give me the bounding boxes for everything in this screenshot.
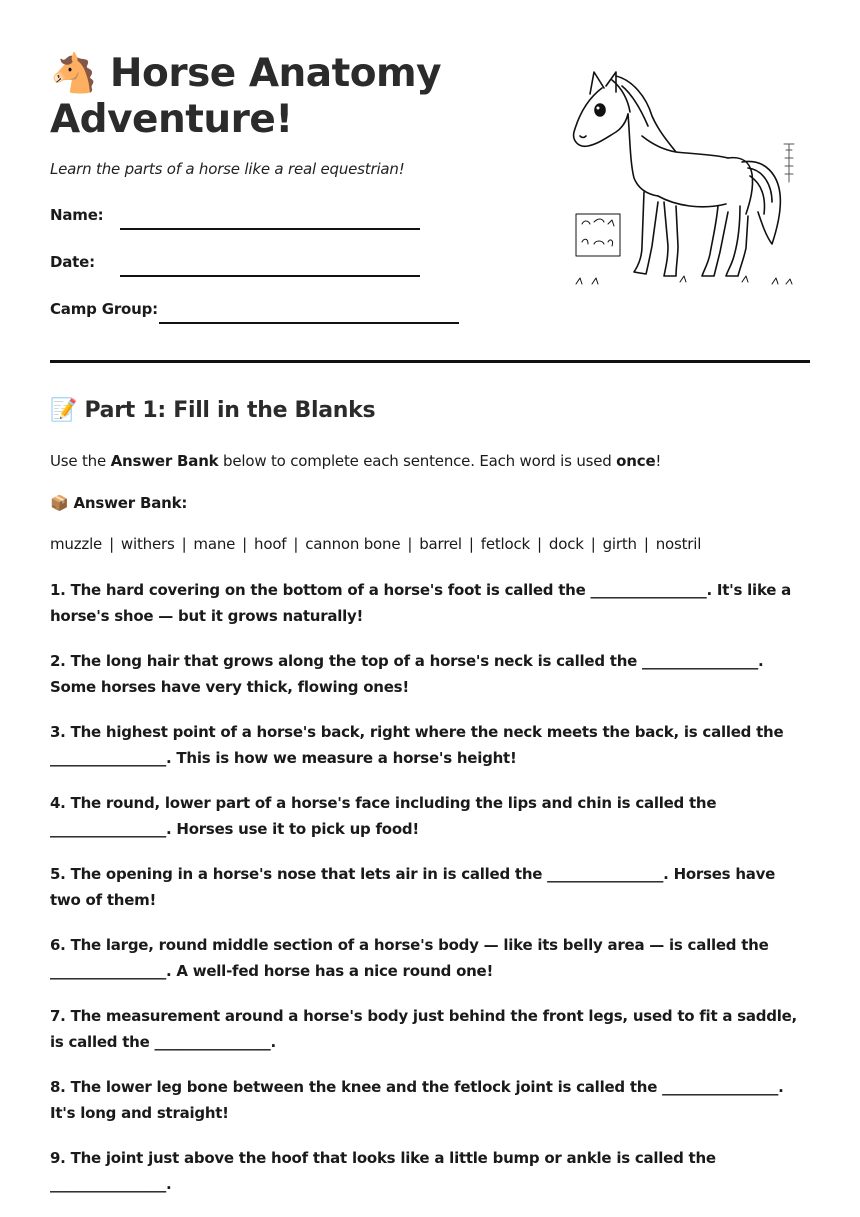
instructions-prefix: Use the [50, 452, 111, 470]
camp-group-label: Camp Group: [50, 300, 158, 318]
answer-bank-separator: | [181, 535, 187, 553]
horse-illustration [572, 66, 804, 292]
question-item: 3. The highest point of a horse's back, right where the neck meets the back, is called the ________________. This is how we measure a horse's height! [50, 723, 784, 767]
answer-bank-heading [50, 494, 187, 512]
answer-bank-separator: | [468, 535, 474, 553]
part1-title: Part 1: Fill in the Blanks [84, 398, 376, 423]
part1-heading [50, 398, 375, 423]
instructions-middle: below to complete each sentence. Each word is used [218, 452, 617, 470]
answer-bank-word: nostril [655, 535, 702, 553]
answer-bank-word: withers [120, 535, 175, 553]
date-blank-line [120, 275, 420, 277]
answer-bank-word: girth [602, 535, 637, 553]
answer-bank-separator: | [242, 535, 248, 553]
question-item: 8. The lower leg bone between the knee and the fetlock joint is called the ________________. It's long and straight! [50, 1078, 784, 1122]
memo-icon: 📝 [50, 398, 78, 423]
answer-bank-words [50, 535, 701, 553]
page-title [50, 50, 470, 143]
name-label: Name: [50, 206, 104, 224]
name-blank-line [120, 228, 420, 230]
answer-bank-separator: | [643, 535, 649, 553]
title-text: Horse Anatomy Adventure! [50, 51, 442, 142]
answer-bank-separator: | [109, 535, 114, 553]
part1-instructions [50, 452, 661, 470]
camp-group-blank-line [159, 322, 459, 324]
answer-bank-separator: | [407, 535, 413, 553]
package-icon: 📦 [50, 494, 69, 512]
question-list [50, 578, 810, 1217]
camp-group-field [50, 300, 158, 318]
question-item: 2. The long hair that grows along the top of a horse's neck is called the ________________. Some horses have very thick, flowing ones! [50, 652, 764, 696]
name-field [50, 206, 103, 224]
answer-bank-word: muzzle [50, 535, 103, 553]
question-item: 5. The opening in a horse's nose that lets air in is called the ________________. Horses have two of them! [50, 865, 776, 909]
answer-bank-title: Answer Bank: [73, 494, 188, 512]
question-item: 9. The joint just above the hoof that looks like a little bump or ankle is called the ________________. [50, 1149, 716, 1193]
question-item: 1. The hard covering on the bottom of a horse's foot is called the ________________. It's like a horse's shoe — but it grows naturally! [50, 581, 792, 625]
answer-bank-word: hoof [254, 535, 287, 553]
section-divider [50, 360, 810, 363]
answer-bank-separator: | [590, 535, 596, 553]
worksheet-header [50, 0, 810, 362]
answer-bank-word: fetlock [480, 535, 531, 553]
answer-bank-separator: | [293, 535, 299, 553]
instructions-suffix: ! [655, 452, 662, 470]
answer-bank-separator: | [537, 535, 542, 553]
answer-bank-word: dock [548, 535, 584, 553]
date-label: Date: [50, 253, 95, 271]
question-item: 7. The measurement around a horse's body just behind the front legs, used to fit a saddle, is called the ________________. [50, 1007, 797, 1051]
subtitle: Learn the parts of a horse like a real equestrian! [50, 160, 405, 178]
question-item: 6. The large, round middle section of a horse's body — like its belly area — is called the ________________. A well-fed horse has a nice round one! [50, 936, 769, 980]
instructions-answer-bank: Answer Bank [110, 452, 219, 470]
horse-face-icon: 🐴 [50, 51, 97, 95]
instructions-once: once [616, 452, 656, 470]
answer-bank-word: mane [193, 535, 236, 553]
worksheet-page [50, 0, 810, 1193]
answer-bank-word: cannon bone [305, 535, 401, 553]
answer-bank-word: barrel [419, 535, 462, 553]
date-field [50, 253, 95, 271]
question-item: 4. The round, lower part of a horse's face including the lips and chin is called the ________________. Horses use it to pick up food! [50, 794, 717, 838]
